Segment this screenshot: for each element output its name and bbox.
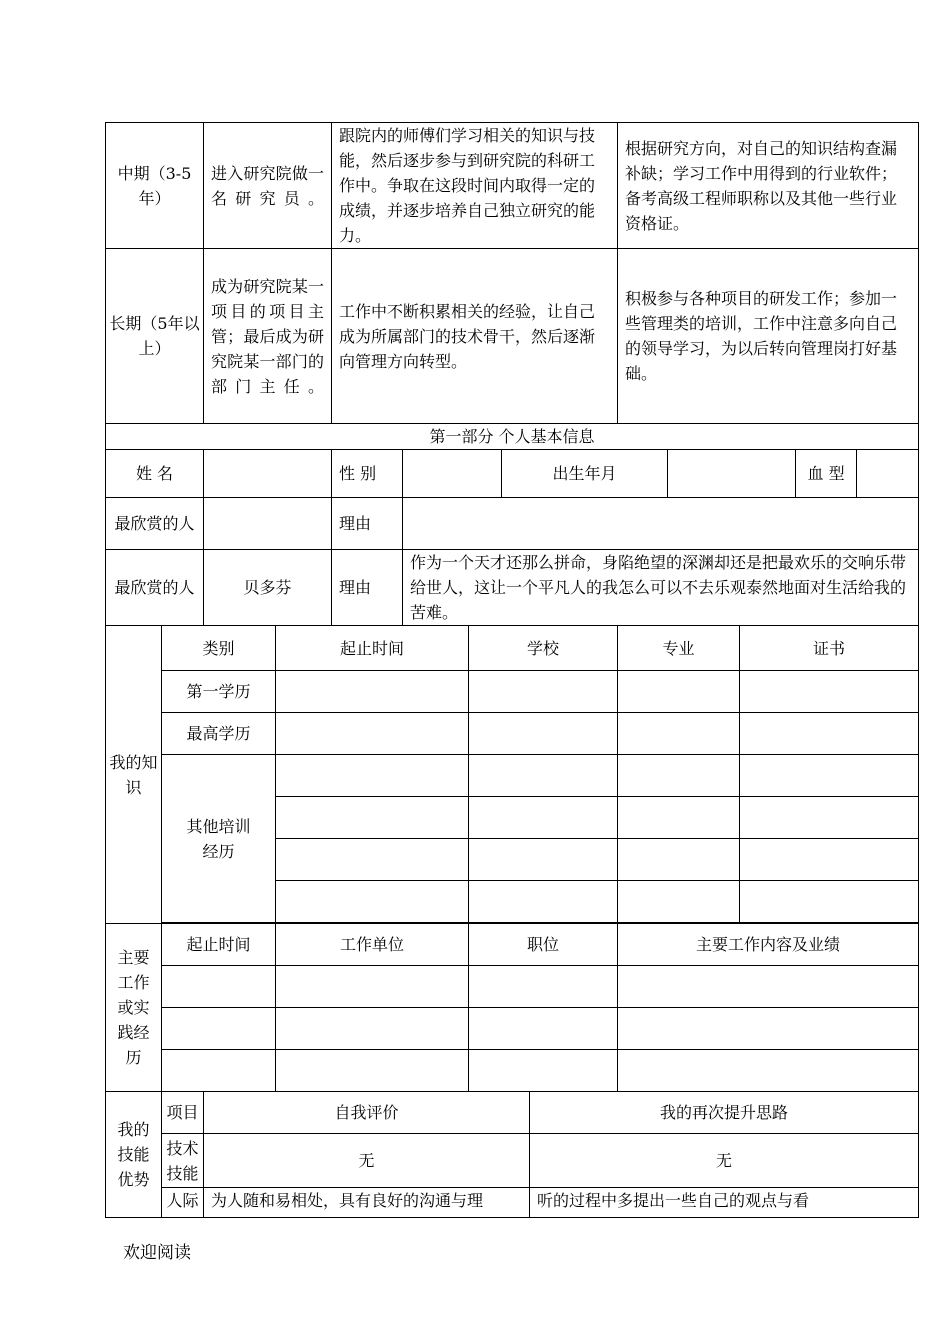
table-cell[interactable] bbox=[469, 1008, 618, 1050]
table-cell[interactable] bbox=[740, 839, 919, 881]
table-cell[interactable] bbox=[469, 966, 618, 1008]
name-label: 姓 名 bbox=[106, 450, 204, 498]
table-cell[interactable] bbox=[276, 966, 469, 1008]
blood-label: 血 型 bbox=[796, 450, 857, 498]
table-cell[interactable] bbox=[162, 1050, 276, 1092]
skills-row-social bbox=[106, 1188, 919, 1218]
blood-value[interactable] bbox=[857, 450, 919, 498]
footer-text: 欢迎阅读 bbox=[123, 1243, 191, 1263]
knowledge-row bbox=[106, 713, 919, 755]
plan-goal-long: 成为研究院某一项目的项目主管；最后成为研究院某一部门的部门主任。 bbox=[204, 249, 332, 424]
work-label: 主要工作或实践经历 bbox=[106, 924, 162, 1092]
name-value[interactable] bbox=[204, 450, 332, 498]
work-row bbox=[106, 1008, 919, 1050]
skills-row-tech bbox=[106, 1134, 919, 1188]
skills-header: 我的再次提升思路 bbox=[530, 1092, 919, 1134]
social-skill-plan: 听的过程中多提出一些自己的观点与看 bbox=[530, 1188, 919, 1218]
table-cell[interactable] bbox=[469, 1050, 618, 1092]
admired-person-empty[interactable] bbox=[204, 498, 332, 550]
birth-value[interactable] bbox=[668, 450, 796, 498]
table-cell[interactable] bbox=[618, 839, 740, 881]
work-header-row bbox=[106, 924, 919, 966]
knowledge-header-row bbox=[106, 626, 919, 671]
section-title: 第一部分 个人基本信息 bbox=[106, 424, 919, 450]
table-cell[interactable] bbox=[618, 713, 740, 755]
plan-goal-mid: 进入研究院做一名研究员。 bbox=[204, 123, 332, 249]
career-plan-form bbox=[105, 122, 919, 1218]
first-degree-label: 第一学历 bbox=[162, 671, 276, 713]
plan-action-mid: 根据研究方向，对自己的知识结构查漏补缺；学习工作中用得到的行业软件；备考高级工程师职称以及其他一些行业资格证。 bbox=[618, 123, 919, 249]
table-cell[interactable] bbox=[162, 1008, 276, 1050]
admired-row bbox=[106, 550, 919, 626]
work-header: 职位 bbox=[469, 924, 618, 966]
skills-header: 自我评价 bbox=[204, 1092, 530, 1134]
knowledge-header: 类别 bbox=[162, 626, 276, 671]
work-header: 主要工作内容及业绩 bbox=[618, 924, 919, 966]
work-header: 起止时间 bbox=[162, 924, 276, 966]
table-cell[interactable] bbox=[618, 966, 919, 1008]
social-skill-eval: 为人随和易相处，具有良好的沟通与理 bbox=[204, 1188, 530, 1218]
knowledge-header: 证书 bbox=[740, 626, 919, 671]
table-cell[interactable] bbox=[618, 1008, 919, 1050]
table-cell[interactable] bbox=[740, 671, 919, 713]
table-cell[interactable] bbox=[276, 797, 469, 839]
knowledge-header: 起止时间 bbox=[276, 626, 469, 671]
social-skill-label: 人际 bbox=[162, 1188, 204, 1218]
highest-degree-label: 最高学历 bbox=[162, 713, 276, 755]
plan-row-long bbox=[106, 249, 919, 424]
table-cell[interactable] bbox=[276, 755, 469, 797]
gender-label: 性 别 bbox=[332, 450, 403, 498]
table-cell[interactable] bbox=[618, 1050, 919, 1092]
admired-label: 最欣赏的人 bbox=[106, 550, 204, 626]
plan-row-mid bbox=[106, 123, 919, 249]
admired-reason: 作为一个天才还那么拼命，身陷绝望的深渊却还是把最欢乐的交响乐带给世人，这让一个平凡人的我怎么可以不去乐观泰然地面对生活给我的苦难。 bbox=[403, 550, 919, 626]
table-cell[interactable] bbox=[276, 671, 469, 713]
tech-skill-eval: 无 bbox=[204, 1134, 530, 1188]
admired-row-empty bbox=[106, 498, 919, 550]
table-cell[interactable] bbox=[276, 1050, 469, 1092]
table-cell[interactable] bbox=[618, 755, 740, 797]
table-cell[interactable] bbox=[469, 713, 618, 755]
tech-skill-label: 技术技能 bbox=[162, 1134, 204, 1188]
reason-label: 理由 bbox=[332, 498, 403, 550]
table-cell[interactable] bbox=[469, 839, 618, 881]
tech-skill-plan: 无 bbox=[530, 1134, 919, 1188]
admired-label: 最欣赏的人 bbox=[106, 498, 204, 550]
admired-reason-empty[interactable] bbox=[403, 498, 919, 550]
knowledge-header: 学校 bbox=[469, 626, 618, 671]
table-cell[interactable] bbox=[276, 881, 469, 923]
table-cell[interactable] bbox=[740, 797, 919, 839]
knowledge-row bbox=[106, 755, 919, 797]
work-row bbox=[106, 966, 919, 1008]
skills-header-row bbox=[106, 1092, 919, 1134]
work-row bbox=[106, 1050, 919, 1092]
table-cell[interactable] bbox=[469, 797, 618, 839]
knowledge-header: 专业 bbox=[618, 626, 740, 671]
table-cell[interactable] bbox=[276, 1008, 469, 1050]
table-cell[interactable] bbox=[618, 881, 740, 923]
plan-term-long: 长期（5年以上） bbox=[106, 249, 204, 424]
table-cell[interactable] bbox=[469, 881, 618, 923]
table-cell[interactable] bbox=[469, 671, 618, 713]
table-cell[interactable] bbox=[276, 713, 469, 755]
table-cell[interactable] bbox=[618, 671, 740, 713]
plan-path-mid: 跟院内的师傅们学习相关的知识与技能，然后逐步参与到研究院的科研工作中。争取在这段时间内取得一定的成绩，并逐步培养自己独立研究的能力。 bbox=[332, 123, 618, 249]
basic-info-row bbox=[106, 450, 919, 498]
work-header: 工作单位 bbox=[276, 924, 469, 966]
table-cell[interactable] bbox=[162, 966, 276, 1008]
skills-header: 项目 bbox=[162, 1092, 204, 1134]
table-cell[interactable] bbox=[740, 881, 919, 923]
plan-path-long: 工作中不断积累相关的经验，让自己成为所属部门的技术骨干，然后逐渐向管理方向转型。 bbox=[332, 249, 618, 424]
knowledge-row bbox=[106, 671, 919, 713]
reason-label: 理由 bbox=[332, 550, 403, 626]
other-training-label: 其他培训经历 bbox=[162, 755, 276, 923]
admired-person: 贝多芬 bbox=[204, 550, 332, 626]
plan-action-long: 积极参与各种项目的研发工作；参加一些管理类的培训，工作中注意多向自己的领导学习，为以后转向管理岗打好基础。 bbox=[618, 249, 919, 424]
gender-value[interactable] bbox=[403, 450, 502, 498]
skills-label: 我的技能优势 bbox=[106, 1092, 162, 1218]
table-cell[interactable] bbox=[469, 755, 618, 797]
table-cell[interactable] bbox=[740, 755, 919, 797]
table-cell[interactable] bbox=[618, 797, 740, 839]
plan-term-mid: 中期（3-5年） bbox=[106, 123, 204, 249]
table-cell[interactable] bbox=[740, 713, 919, 755]
knowledge-label: 我的知识 bbox=[106, 626, 162, 924]
table-cell[interactable] bbox=[276, 839, 469, 881]
birth-label: 出生年月 bbox=[502, 450, 668, 498]
